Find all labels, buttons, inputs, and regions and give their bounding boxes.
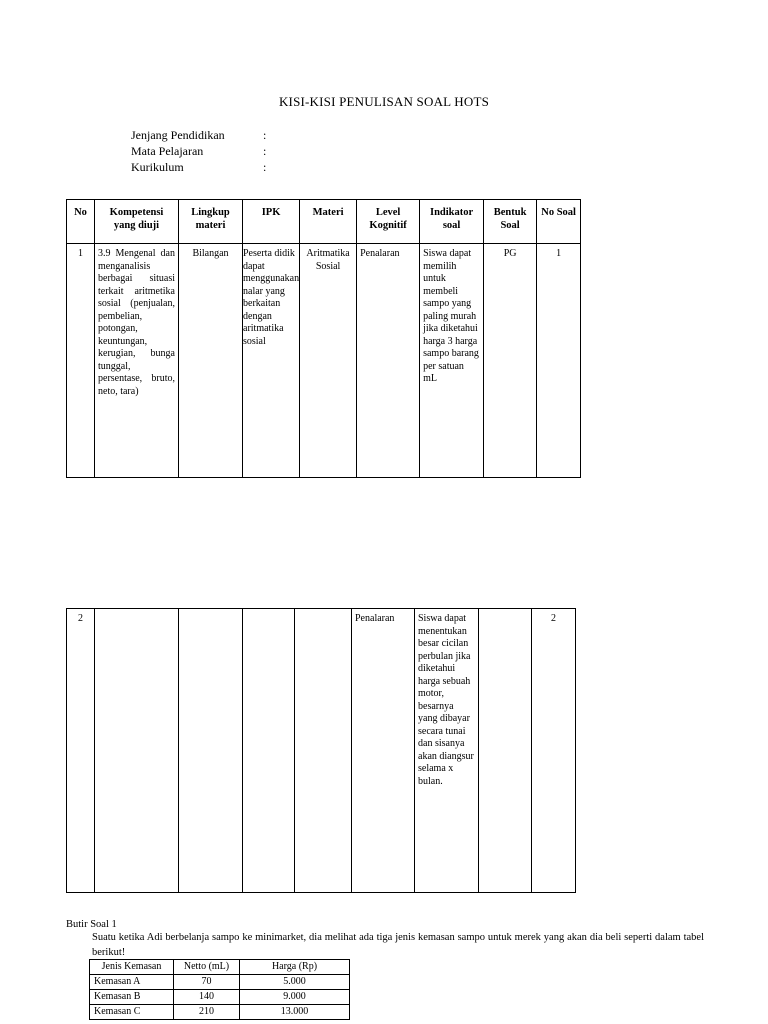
harga-cell-netto: 210	[174, 1005, 240, 1020]
table-row	[67, 609, 576, 893]
harga-cell-harga: 5.000	[240, 975, 350, 990]
harga-cell-kemasan: Kemasan A	[90, 975, 174, 990]
harga-header-row	[90, 960, 350, 975]
harga-cell-kemasan: Kemasan C	[90, 1005, 174, 1020]
harga-cell-harga: 13.000	[240, 1005, 350, 1020]
butir-soal-label: Butir Soal 1	[66, 919, 117, 930]
meta-row-mapel	[131, 143, 266, 159]
cell-indikator: Siswa dapat menentukan besar cicilan perbulan jika diketahui harga sebuah motor, besarnya yang dibayar secara tunai dan sisanya akan diangsur selama x bulan.	[415, 609, 479, 893]
cell-bentuk: PG	[484, 244, 537, 478]
cell-materi: Aritmatika Sosial	[300, 244, 357, 478]
harga-row	[90, 1005, 350, 1020]
cell-no-soal: 1	[537, 244, 581, 478]
header-materi: Materi	[300, 200, 357, 244]
harga-header: Harga (Rp)	[240, 960, 350, 975]
kisi-table	[66, 199, 581, 478]
header-lingkup: Lingkup materi	[179, 200, 243, 244]
meta-separator: :	[263, 144, 267, 158]
header-bentuk: Bentuk Soal	[484, 200, 537, 244]
table-header-row	[67, 200, 581, 244]
cell-lingkup	[179, 609, 243, 893]
harga-table	[89, 959, 350, 1020]
cell-ipk	[243, 609, 295, 893]
meta-separator: :	[263, 128, 267, 142]
header-indikator: Indikator soal	[420, 200, 484, 244]
cell-indikator: Siswa dapat memilih untuk membeli sampo yang paling murah jika diketahui harga 3 harga sampo barang per satuan mL	[420, 244, 484, 478]
harga-header: Jenis Kemasan	[90, 960, 174, 975]
header-kompetensi: Kompetensi yang diuji	[95, 200, 179, 244]
harga-cell-harga: 9.000	[240, 990, 350, 1005]
cell-kompetensi: 3.9 Mengenal dan menganalisis berbagai situasi terkait aritmetika sosial (penjualan, pembelian, potongan, keuntungan, kerugian, bunga tunggal, persentase, bruto, neto, tara)	[95, 244, 179, 478]
cell-level: Penalaran	[357, 244, 420, 478]
header-no-soal: No Soal	[537, 200, 581, 244]
butir-soal-text: Suatu ketika Adi berbelanja sampo ke minimarket, dia melihat ada tiga jenis kemasan sampo untuk merek yang akan dia beli seperti dalam tabel berikut!	[92, 932, 704, 958]
meta-label: Jenjang Pendidikan	[131, 128, 225, 142]
cell-ipk: Peserta didik dapat menggunakan nalar yang berkaitan dengan aritmatika sosial	[243, 244, 300, 478]
cell-materi	[295, 609, 352, 893]
harga-cell-netto: 140	[174, 990, 240, 1005]
cell-kompetensi	[95, 609, 179, 893]
cell-lingkup: Bilangan	[179, 244, 243, 478]
table-row	[67, 244, 581, 478]
kisi-table-continued	[66, 608, 576, 893]
document-title: KISI-KISI PENULISAN SOAL HOTS	[278, 94, 490, 109]
harga-cell-kemasan: Kemasan B	[90, 990, 174, 1005]
header-no: No	[67, 200, 95, 244]
meta-row-kurikulum	[131, 159, 266, 175]
meta-separator: :	[263, 160, 267, 174]
harga-row	[90, 990, 350, 1005]
document-meta	[131, 127, 266, 175]
cell-no: 1	[67, 244, 95, 478]
harga-header: Netto (mL)	[174, 960, 240, 975]
cell-level: Penalaran	[352, 609, 415, 893]
meta-label: Mata Pelajaran	[131, 144, 204, 158]
cell-no: 2	[67, 609, 95, 893]
meta-label: Kurikulum	[131, 160, 184, 174]
meta-row-jenjang	[131, 127, 266, 143]
header-level: Level Kognitif	[357, 200, 420, 244]
cell-bentuk	[479, 609, 532, 893]
harga-row	[90, 975, 350, 990]
header-ipk: IPK	[243, 200, 300, 244]
harga-cell-netto: 70	[174, 975, 240, 990]
cell-no-soal: 2	[532, 609, 576, 893]
